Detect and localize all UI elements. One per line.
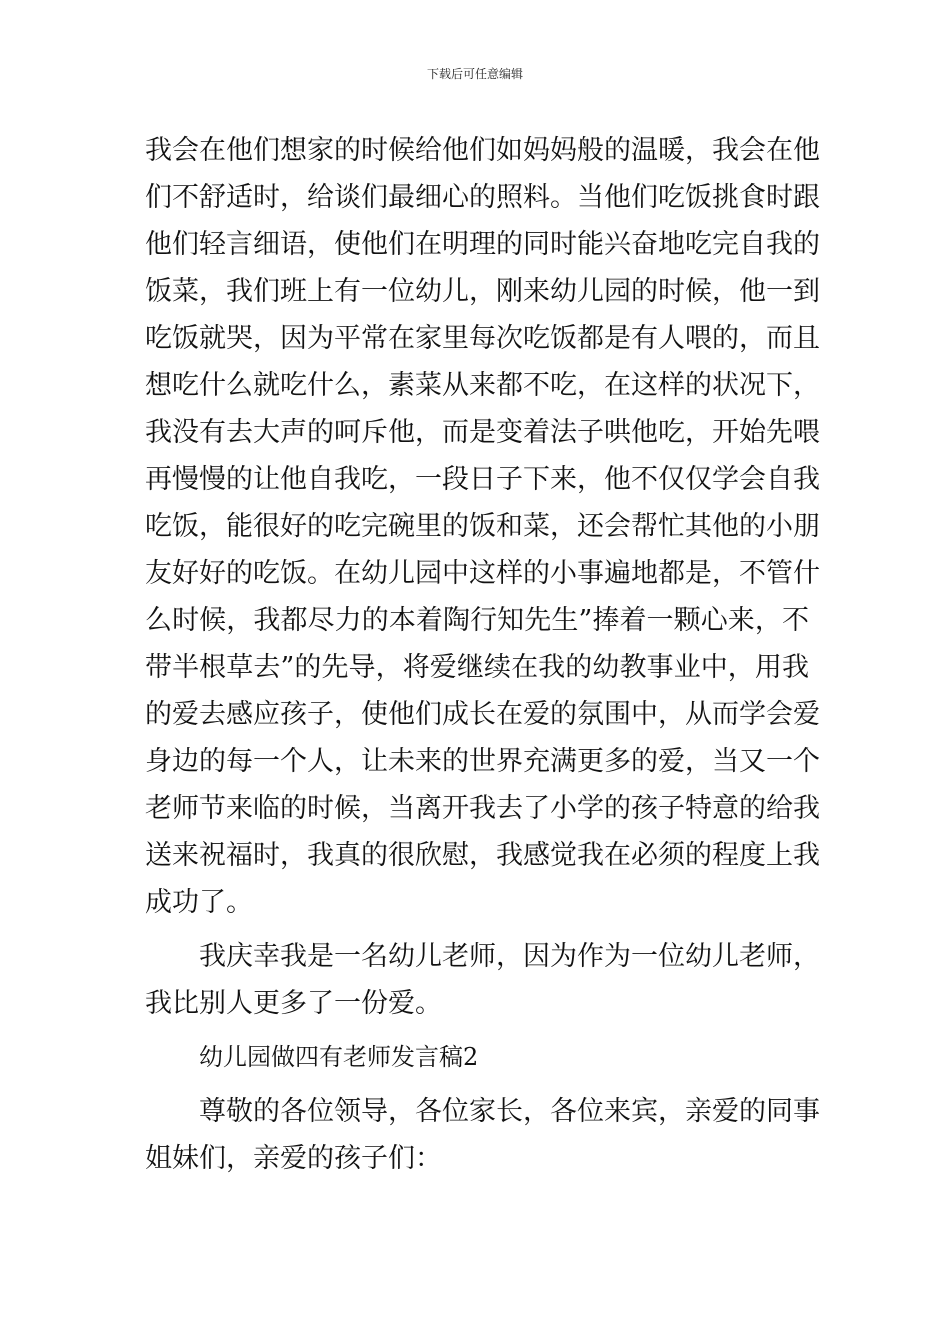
text-line: 他们轻言细语，使他们在明理的同时能兴奋地吃完自我的: [145, 229, 820, 260]
paragraph: [145, 1088, 820, 1182]
text-line: 想吃什么就吃什么，素菜从来都不吃，在这样的状况下，: [145, 370, 820, 401]
text-line: 姐妹们，亲爱的孩子们：: [145, 1143, 442, 1174]
text-line: 饭菜，我们班上有一位幼儿，刚来幼儿园的时候，他一到: [145, 276, 820, 307]
text-line: 的爱去感应孩子，使他们成长在爱的氛围中，从而学会爱: [145, 699, 820, 730]
heading-line: 幼儿园做四有老师发言稿2: [199, 1043, 479, 1071]
text-line: 身边的每一个人，让未来的世界充满更多的爱，当又一个: [145, 746, 820, 777]
section-heading: [145, 1034, 809, 1081]
text-line: 老师节来临的时候，当离开我去了小学的孩子特意的给我: [145, 793, 820, 824]
text-line: 友好好的吃饭。在幼儿园中这样的小事遍地都是，不管什: [145, 558, 820, 589]
text-line: 成功了。: [145, 887, 253, 918]
page-header: 下载后可任意编辑: [426, 67, 523, 81]
text-line: 尊敬的各位领导，各位家长，各位来宾，亲爱的同事: [199, 1096, 820, 1127]
text-line: 我没有去大声的呵斥他，而是变着法子哄他吃，开始先喂: [145, 417, 820, 448]
text-line: 吃饭，能很好的吃完碗里的饭和菜，还会帮忙其他的小朋: [145, 511, 820, 542]
text-line: 带半根草去”的先导，将爱继续在我的幼教事业中，用我: [145, 652, 809, 683]
paragraph: [145, 933, 820, 1027]
paragraph: [145, 127, 820, 926]
text-line: 我会在他们想家的时候给他们如妈妈般的温暖，我会在他: [145, 135, 820, 166]
text-line: 我庆幸我是一名幼儿老师，因为作为一位幼儿老师，: [199, 941, 820, 972]
text-line: 送来祝福时，我真的很欣慰，我感觉我在必须的程度上我: [145, 840, 820, 871]
text-line: 么时候，我都尽力的本着陶行知先生”捧着一颗心来，不: [145, 605, 809, 636]
text-line: 我比别人更多了一份爱。: [145, 988, 442, 1019]
text-line: 再慢慢的让他自我吃，一段日子下来，他不仅仅学会自我: [145, 464, 820, 495]
text-line: 们不舒适时，给谈们最细心的照料。当他们吃饭挑食时跟: [145, 182, 820, 213]
document-body: [145, 127, 820, 1182]
text-line: 吃饭就哭，因为平常在家里每次吃饭都是有人喂的，而且: [145, 323, 820, 354]
